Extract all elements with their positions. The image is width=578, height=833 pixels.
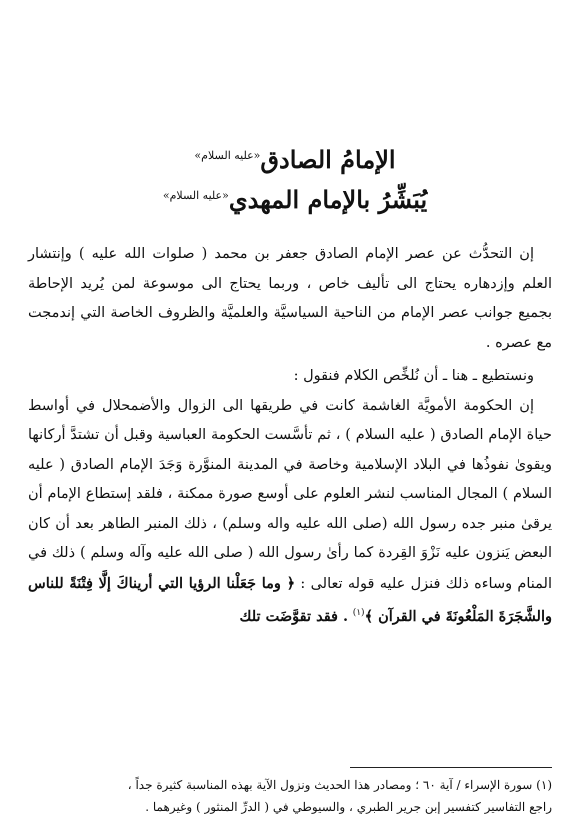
title-text-1: الإمامُ الصادق [260, 145, 396, 174]
title-text-2: يُبَشِّرُ بالإمام المهدي [228, 185, 428, 214]
footnote-divider [350, 767, 552, 768]
chapter-title-block [150, 138, 440, 218]
honorific-2: «عليه السلام» [162, 189, 229, 202]
paragraph-2: ونستطيع ـ هنا ـ أن نُلخِّص الكلام فنقول : [293, 368, 534, 384]
body-text [28, 240, 552, 632]
paragraph-3-text: إن الحكومة الأمويَّة الغاشمة كانت في طريقها الى الزوال والأضمحلال في أواسط حياة الإمام الصادق ( عليه السلام ) ، ثم تأسَّست الحكومة العباسية وقبل أن تشتدَّ أركانها ويقوىٰ نفوذُها في البلاد الإسلامية وخاصة في المدينة المنوَّرة وَجَدَ الإمام الصادق ( عليه السلام ) المجال المناسب لنشر العلوم على أوسع صورة ممكنة ، فلقد إستطاع الإمام أن يرقىٰ منبر جده رسول الله (صلى الله عليه واله وسلم) ، ذلك المنبر الطاهر بعد أن كان البعض يَنزون عليه نَزْوَ القِردة كما رأىٰ رسول الله ( صلى الله عليه وآله وسلم ) ذلك في المنام وساءه ذلك فنزل عليه قوله تعالى : [28, 397, 552, 592]
honorific-1: «عليه السلام» [194, 149, 261, 162]
paragraph-3 [28, 392, 552, 633]
chapter-title-line-2 [150, 178, 440, 218]
quran-verse: ﴿ وما جَعَلْنا الرؤيا التي أريناكَ إلَّا فِتْنَةً للناس والشَّجَرَةَ المَلْعُونَةَ في القرآن ﴾ [28, 574, 552, 625]
footnote-line-2: راجع التفاسير كتفسير إبن جرير الطبري ، والسيوطي في ( الدرِّ المنثور ) وغيرهما . [145, 800, 552, 814]
footnote [30, 774, 552, 818]
paragraph-3-tail: . فقد تقوَّضَت تلك [239, 607, 349, 625]
chapter-title-line-1 [150, 138, 440, 178]
paragraph-1: إن التحدُّث عن عصر الإمام الصادق جعفر بن محمد ( صلوات الله عليه ) وإنتشار العلم وإزدهاره يحتاج الى تأليف خاص ، وربما يحتاج الى موسوعة لمن يُريد الإحاطة بجميع جوانب عصر الإمام من الناحية السياسيَّة والعلميَّة والظروف الخاصة التي إندمجت مع عصره . [28, 246, 552, 351]
footnote-line-1: (١) سورة الإسراء / آية ٦٠ ؛ ومصادر هذا الحديث ونزول الآية بهذه المناسبة كثيرة جداً ، [127, 778, 552, 792]
footnote-marker[interactable]: (١) [352, 608, 365, 618]
